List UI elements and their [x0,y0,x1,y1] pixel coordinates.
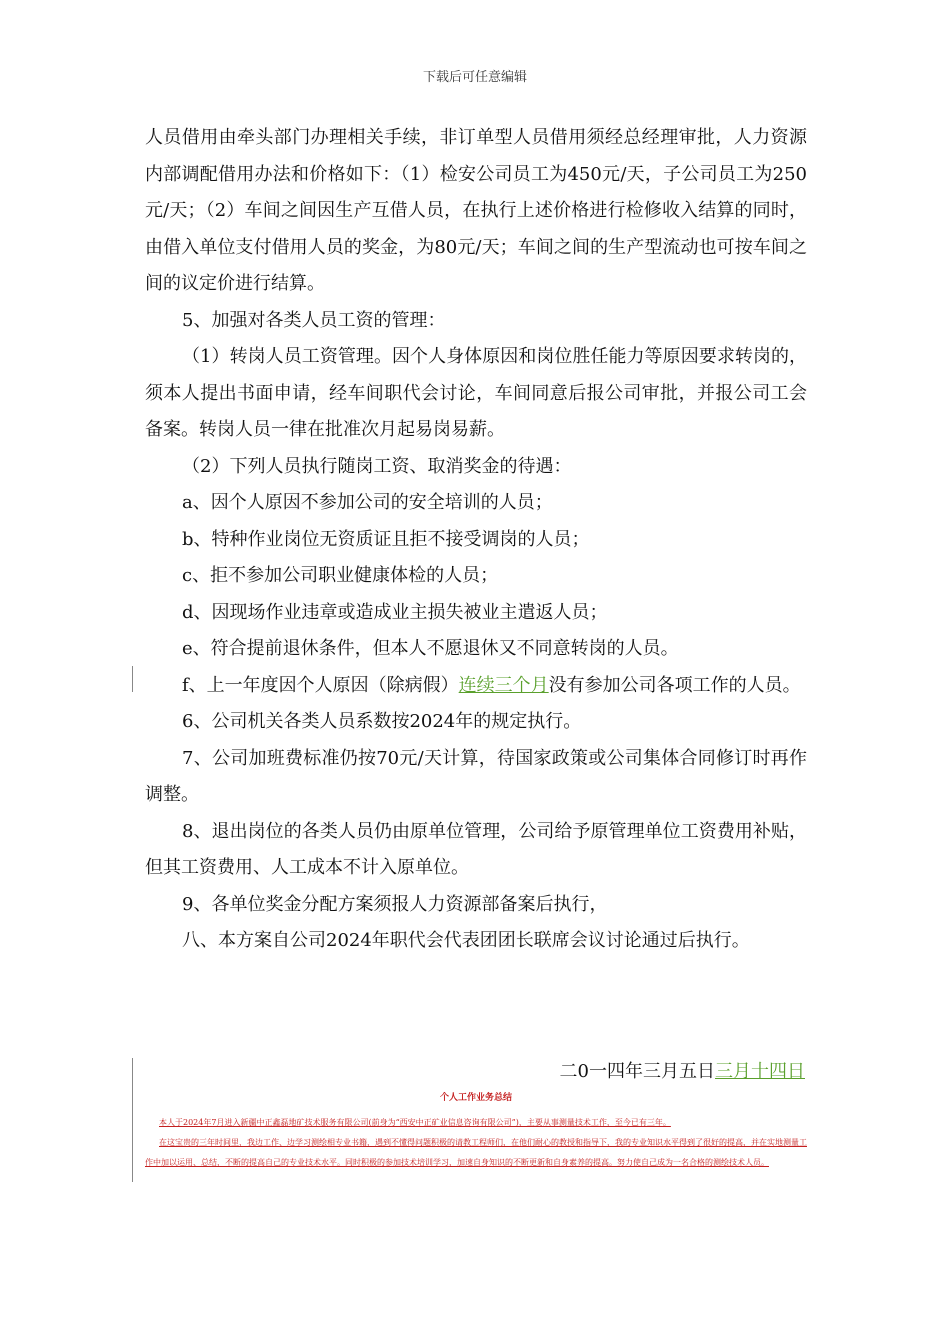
list-item: a、因个人原因不参加公司的安全培训的人员； [182,492,553,513]
summary-title: 个人工作业务总结 [439,1093,512,1103]
list-item: b、特种作业岗位无资质证且拒不接受调岗的人员； [182,528,590,550]
body-paragraph: 6、公司机关各类人员系数按2024年的规定执行。 [182,711,582,732]
list-item: e、符合提前退休条件，但本人不愿退休又不同意转岗的人员。 [182,638,679,659]
date-main: 二0一四年三月五日 [559,1061,715,1082]
date-revision[interactable]: 三月十四日 [715,1061,805,1082]
body-paragraph: 5、加强对各类人员工资的管理： [182,309,446,331]
list-item [145,668,807,705]
work-summary-section [145,1090,807,1173]
body-paragraph: （2）下列人员执行随岗工资、取消奖金的待遇： [182,455,572,477]
revision-change-bar [132,666,133,692]
para-f-before: f、上一年度因个人原因（除病假） [182,674,459,696]
page-header: 下载后可任意编辑 [422,70,527,85]
summary-paragraph: 本人于2024年7月进入新疆中正鑫磊地矿技术服务有限公司(前身为“西安中正矿业信息咨询有限公司”)，主要从事测量技术工作，至今已有三年。 [159,1118,671,1127]
document-body [145,120,807,960]
revision-change-bar [132,1058,133,1182]
document-date [560,1054,805,1090]
body-paragraph: （1）转岗人员工资管理。因个人身体原因和岗位胜任能力等原因要求转岗的，须本人提出书面申请，经车间职代会讨论，车间同意后报公司审批，并报公司工会备案。转岗人员一律在批准次月起易岗易薪。 [145,346,807,440]
summary-paragraph: 在这宝贵的三年时间里，我边工作、边学习测绘相专业书籍，遇到不懂得问题积极的请教工程师们，在他们耐心的教授和指导下，我的专业知识水平得到了很好的提高，并在实地测量工作中加以运用、总结，不断的提高自己的专业技术水平。同时积极的参加技术培训学习，加速自身知识的不断更新和自身素养的提高。努力使自己成为一名合格的测绘技术人员。 [145,1138,807,1167]
body-paragraph: 8、退出岗位的各类人员仍由原单位管理，公司给予原管理单位工资费用补贴，但其工资费用、人工成本不计入原单位。 [145,820,807,878]
list-item: d、因现场作业违章或造成业主损失被业主遣返人员； [182,601,608,623]
body-paragraph: 7、公司加班费标准仍按70元/天计算，待国家政策或公司集体合同修订时再作调整。 [145,747,807,805]
list-item: c、拒不参加公司职业健康体检的人员； [182,565,499,586]
body-paragraph: 八、本方案自公司2024年职代会代表团团长联席会议讨论通过后执行。 [182,930,750,951]
body-paragraph: 人员借用由牵头部门办理相关手续，非订单型人员借用须经总经理审批，人力资源内部调配借用办法和价格如下：（1）检安公司员工为450元/天，子公司员工为250元/天；（2）车间之间因生产互借人员，在执行上述价格进行检修收入结算的同时，由借入单位支付借用人员的奖金，为80元/天；车间之间的生产型流动也可按车间之间的议定价进行结算。 [145,127,807,294]
body-paragraph: 9、各单位奖金分配方案须报人力资源部备案后执行， [182,893,608,915]
revision-inserted-text[interactable]: 连续三个月 [458,674,549,696]
para-f-after: 没有参加公司各项工作的人员。 [548,674,801,696]
